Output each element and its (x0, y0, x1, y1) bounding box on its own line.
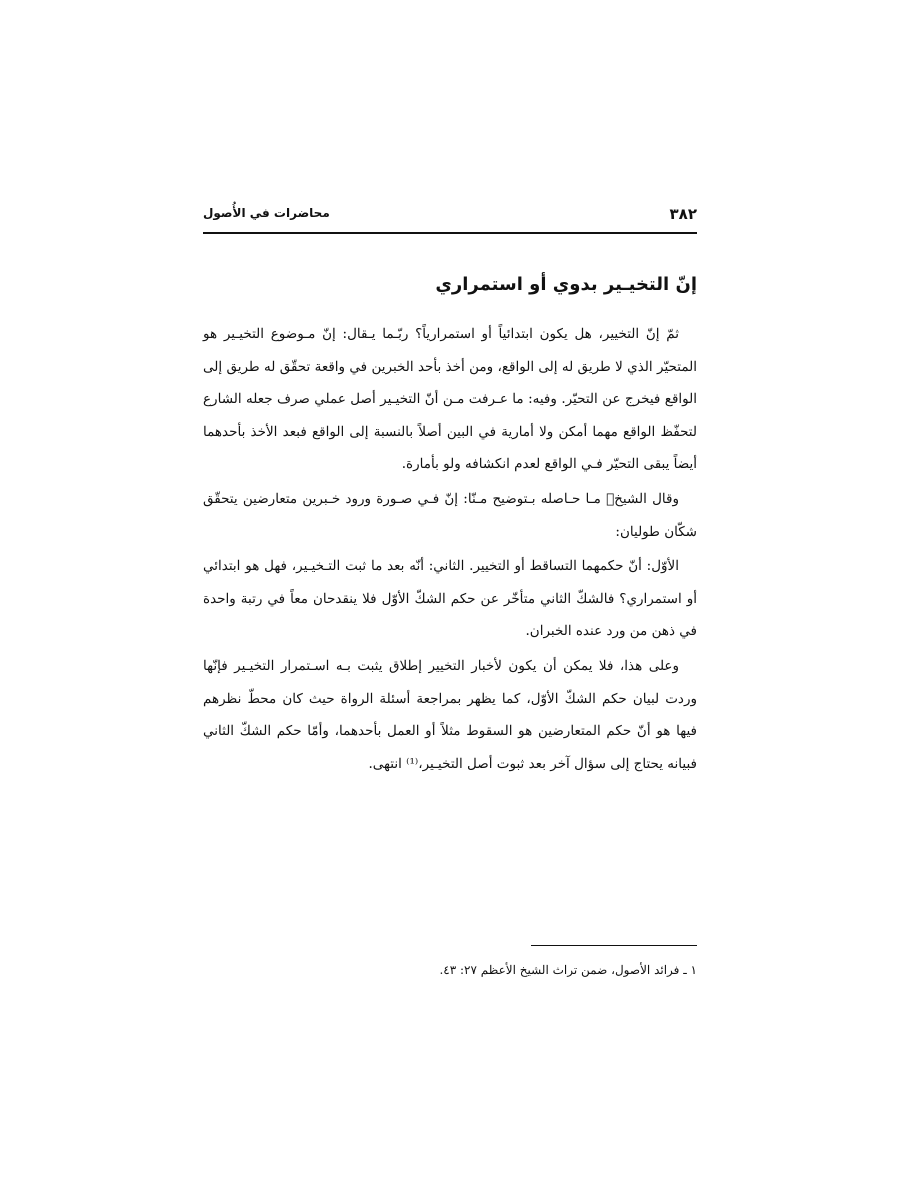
header-rule (203, 232, 697, 234)
section-title: إنّ التخيـير بدوي أو استمراري (435, 274, 697, 295)
footnote-rule (531, 945, 697, 946)
running-header (203, 205, 697, 229)
body-text (203, 318, 697, 782)
paragraph: الأوّل: أنّ حكمهما التساقط أو التخيير. الثاني: أنّه بعد ما ثبت التـخيـير، فهل هو ابتدائي أو استمراري؟ فالشكّ الثاني متأخّر عن حكم الشكّ الأوّل فلا ينقدحان معاً في رتبة واحدة في ذهن من ورد عنده الخبران. (203, 558, 697, 640)
page-number: ٣٨٢ (669, 205, 697, 223)
book-title: محاضرات في الأُصول (203, 206, 330, 220)
paragraph: ثمّ إنّ التخيير، هل يكون ابتدائياً أو استمرارياً؟ ربّـما يـقال: إنّ مـوضوع التخيـير هو المتحيّر الذي لا طريق له إلى الواقع، ومن أخذ بأحد الخبرين في واقعة تحقّق له طريق إلى الواقع فيخرج عن التحيّر. وفيه: ما عـرفت مـن أنّ التخيـير أصل عملي صرف جعله الشارع لتحفّظ الواقع مهما أمكن ولا أمارية في البين أصلاً بالنسبة إلى الواقع فبعد الأخذ بأحدهما أيضاً يبقى التحيّر فـي الواقع لعدم انكشافه ولو بأمارة. (203, 326, 697, 473)
footnote: ١ ـ فرائد الأصول، ضمن تراث الشيخ الأعظم ٢٧: ٤٣. (439, 963, 697, 977)
paragraph: وعلى هذا، فلا يمكن أن يكون لأخبار التخيير إطلاق يثبت بـه اسـتمرار التخيـير فإنّها وردت لبيان حكم الشكّ الأوّل، كما يظهر بمراجعة أسئلة الرواة حيث كان محطّ نظرهم فيها هو أنّ حكم المتعارضين هو السقوط مثلاً أو العمل بأحدهما، وأمّا حكم الشكّ الثاني فبيانه يحتاج إلى سؤال آخر بعد ثبوت أصل التخيـير،⁽¹⁾ انتهى. (203, 657, 697, 772)
paragraph: وقال الشيخ﷬ مـا حـاصله بـتوضيح مـنّا: إنّ فـي صـورة ورود خـبرين متعارضين يتحقّق شكّان طوليان: (203, 490, 697, 540)
